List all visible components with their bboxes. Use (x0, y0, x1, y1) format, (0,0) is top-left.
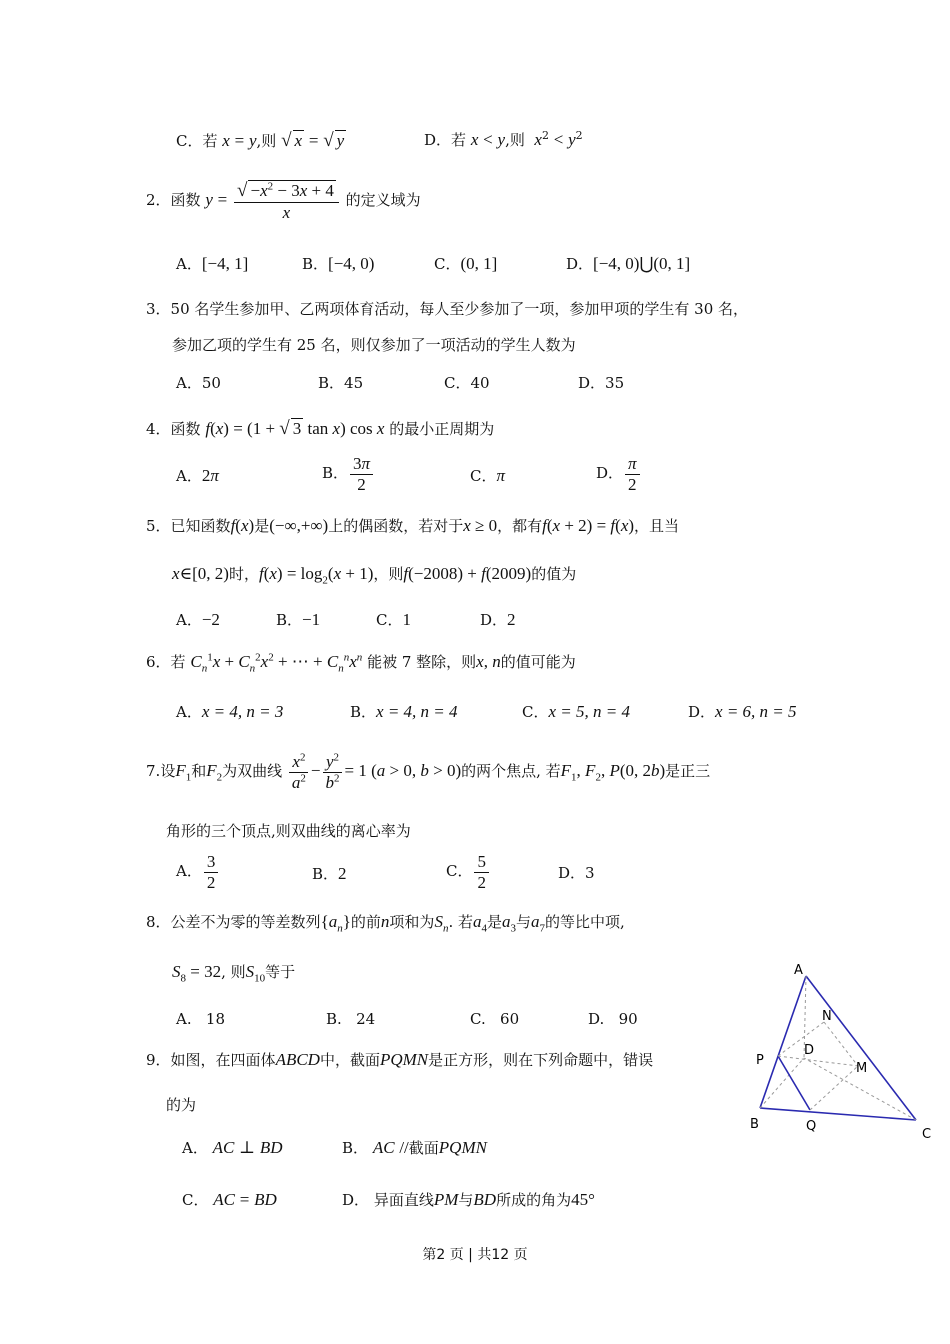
q7-option-b: B．2 (312, 864, 347, 883)
question-5-line-1: 5．已知函数f(x)是(−∞,+∞)上的偶函数，若对于x ≥ 0，都有f(x + 2) = f(x)，且当 (146, 516, 680, 535)
label-q: Q (806, 1119, 817, 1134)
q1-option-c: C．若 x = y,则 √ x = √ y (176, 130, 345, 151)
q5-option-c: C．1 (376, 610, 411, 629)
edge-qm (810, 1066, 858, 1110)
q8-option-c: C. 60 (470, 1010, 520, 1028)
q2-option-d: D．[−4, 0)⋃(0, 1] (566, 254, 691, 273)
q8-option-d: D. 90 (588, 1010, 638, 1028)
label-m: M (856, 1061, 868, 1076)
q7-option-d: D．3 (558, 864, 595, 882)
label-p: P (756, 1053, 764, 1068)
q6-option-a: A．x = 4, n = 3 (176, 702, 284, 721)
q3-option-a: A．50 (176, 374, 221, 392)
q5-option-d: D．2 (480, 610, 516, 629)
question-7-line-1: 7.设$F_1$和$F_2$为双曲线 $\frac{x^2}{a^2}$ − $\frac{y^2}{b^2}$ = 1 (a > 0, b > 0)的两个焦点, 若$F_1$, $F_2$, P(0, 2b)是正三 (146, 751, 711, 792)
q7-option-a: A． $\frac{3}{2}$ (176, 852, 220, 892)
q8-option-b: B. 24 (326, 1010, 376, 1028)
label-d: D (804, 1043, 815, 1058)
q8-option-a: A. 18 (176, 1010, 226, 1028)
q6-option-d: D．x = 6, n = 5 (688, 702, 797, 721)
edge-pm (778, 1056, 858, 1066)
q3-option-b: B．45 (318, 374, 364, 392)
page-footer: 第2 页 | 共12 页 (422, 1247, 528, 1263)
question-6-stem: 6．若 $C_n^1x + C_n^2x^2$ + ⋯ + $C_n^nx^n$ 能被 7 整除，则x, n的值可能为 (146, 651, 576, 675)
q6-option-b: B．x = 4, n = 4 (350, 702, 458, 721)
edge-ac (806, 976, 916, 1120)
q5-option-a: A．−2 (176, 610, 220, 629)
q4-option-d: D． $\frac{\pi}{2}$ (596, 454, 642, 494)
q2-option-c: C．(0, 1] (434, 254, 498, 273)
q3-option-c: C．40 (444, 374, 490, 392)
question-9-line-1: 9．如图，在四面体ABCD中，截面PQMN是正方形，则在下列命题中，错误 (146, 1050, 654, 1069)
question-4-stem: 4．函数 f(x) = (1 + √ 3 tan x) cos x 的最小正周期为 (146, 418, 495, 439)
q4-option-b: B． $\frac{3\pi}{2}$ (322, 454, 375, 494)
question-2-stem: 2．函数 y = $\frac{√ -x^2 - 3x + 4}{x}$ 的定义域为 (146, 180, 421, 222)
label-b: B (750, 1117, 759, 1132)
label-a: A (794, 963, 803, 978)
q1-option-d: D．若 x < y,则 $x^2 < y^2$ (424, 129, 583, 149)
question-9-line-2: 的为 (166, 1096, 197, 1114)
question-3-line-2: 参加乙项的学生有 25 名，则仅参加了一项活动的学生人数为 (172, 336, 576, 354)
edge-pn (778, 1022, 824, 1056)
q7-option-c: C． $\frac{5}{2}$ (446, 852, 491, 892)
label-n: N (822, 1009, 832, 1024)
tetrahedron-figure (750, 958, 940, 1148)
edge-ab (760, 976, 806, 1108)
q9-option-c: C． AC = BD (182, 1190, 277, 1209)
edge-bc (760, 1108, 916, 1120)
q2-option-a: A．[−4, 1] (176, 254, 249, 273)
q9-option-a: A． AC ⊥ BD (182, 1138, 283, 1157)
q4-option-c: C．π (470, 466, 506, 485)
q2-option-b: B．[−4, 0) (302, 254, 375, 273)
question-8-line-1: 8．公差不为零的等差数列$\{a_n\}$的前n项和为$S_n$. 若$a_4$是$a_3$与$a_7$的等比中项, (146, 912, 625, 935)
q3-option-d: D．35 (578, 374, 625, 392)
question-3-line-1: 3．50 名学生参加甲、乙两项体育活动，每人至少参加了一项，参加甲项的学生有 30 名， (146, 300, 749, 318)
edge-bd (760, 1058, 804, 1108)
question-5-line-2: x∈[0, 2)时，$f(x) = \log_2(x + 1)$，则f(−2008) + f(2009)的值为 (172, 564, 577, 587)
q9-option-d: D． 异面直线PM与BD所成的角为45° (342, 1190, 595, 1209)
label-c: C (922, 1127, 932, 1142)
q5-option-b: B．−1 (276, 610, 321, 629)
edge-pq (778, 1056, 810, 1110)
edge-nm (824, 1022, 858, 1066)
q9-option-b: B． AC //截面PQMN (342, 1138, 487, 1157)
q6-option-c: C．x = 5, n = 4 (522, 702, 630, 721)
q4-option-a: A．2π (176, 466, 219, 485)
question-7-line-2: 角形的三个顶点,则双曲线的离心率为 (166, 822, 411, 840)
question-8-line-2: $S_8 = 32$, 则$S_{10}$等于 (172, 962, 296, 985)
